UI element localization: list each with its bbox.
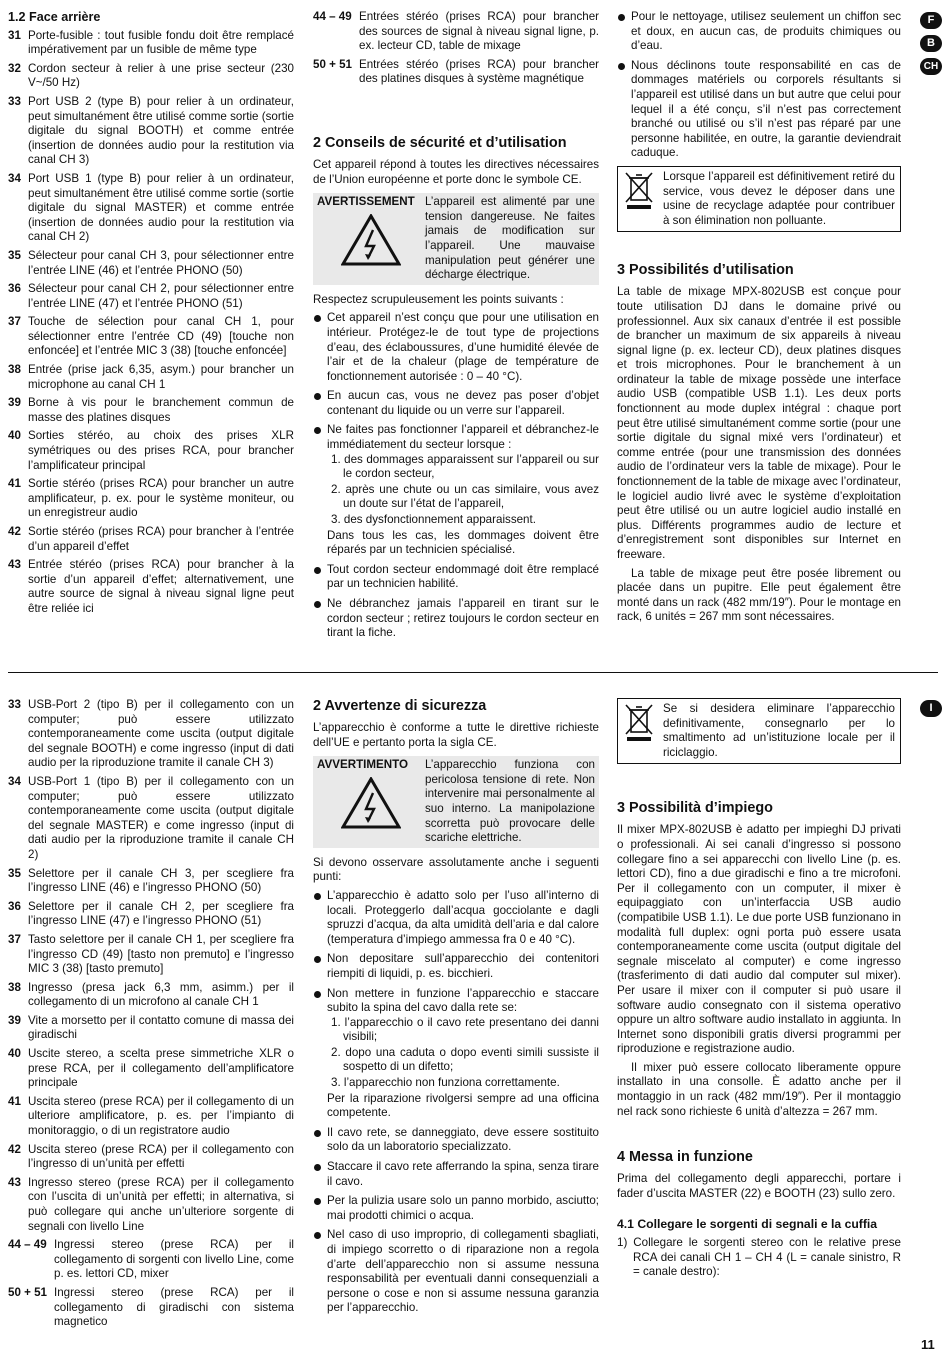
crossed-bin-icon bbox=[623, 170, 655, 210]
it-operation-item: 1) Collegare le sorgenti stereo con le relative prese RCA dei canali CH 1 – CH 4 (L = canale sinistro, R = canale destro): bbox=[617, 1236, 901, 1279]
list-item: Nous déclinons toute responsabilité en cas de dommages matériels ou corporels résultants si l’appareil est utilisé dans un but autre que celui pour lequel il a été conçu, s’il n’est pas correctement branché ou utilisé ou s’il n’est pas réparé par une personne habilitée, en outre, la garantie deviendrait caduque. bbox=[617, 59, 901, 161]
it-operation-heading: 4 Messa in funzione bbox=[617, 1149, 753, 1166]
it-warning-label: AVVERTIMENTO bbox=[317, 758, 409, 772]
item-number: 36 bbox=[8, 899, 21, 913]
item-text: Uscita stereo (prese RCA) per il collegamento di un ulteriore amplificatore, p. es. per l’impianto di monitoraggio, o di un registratore audio bbox=[28, 1094, 294, 1138]
language-badge-f: F bbox=[920, 12, 942, 29]
item-number: 39 bbox=[8, 396, 21, 410]
high-voltage-warning-icon bbox=[341, 777, 401, 829]
it-recycle-text: Se si desidera eliminare l’apparecchio definitivamente, consegnarlo per lo smaltimento ad un’istituzione locale per il riciclaggio. bbox=[663, 702, 895, 759]
list-item: Staccare il cavo rete afferrando la spina, senza tirare il cavo. bbox=[313, 1160, 599, 1189]
item-text: USB-Port 1 (tipo B) per il collegamento con un computer; può essere utilizzato contemporaneamente come uscita (output digitale del segnale MASTER) e come ingresso (input di dati audio per la riproduzione tramite il canale CH 2) bbox=[28, 774, 294, 861]
item-number: 33 bbox=[8, 94, 21, 108]
item-number: 43 bbox=[8, 558, 21, 572]
item-text: Cordon secteur à relier à une prise secteur (230 V~/50 Hz) bbox=[28, 61, 294, 90]
item-number: 39 bbox=[8, 1013, 21, 1027]
list-item: 1. l’apparecchio o il cavo rete presentano dei danni visibili; bbox=[331, 1015, 599, 1044]
it-bullet3-text: Non mettere in funzione l’apparecchio e staccare subito la spina del cavo dalla rete se: bbox=[327, 986, 599, 1015]
item-text: Uscita stereo (prese RCA) per il collegamento con l’ingresso di un’unità per effetti bbox=[28, 1142, 294, 1171]
item-text: Porte-fusible : tout fusible fondu doit être remplacé impérativement par un fusible de même type bbox=[28, 28, 294, 57]
list-item bbox=[8, 396, 294, 425]
list-item bbox=[8, 95, 294, 168]
it-column-1 bbox=[8, 698, 294, 1334]
list-item bbox=[8, 1014, 294, 1043]
item-text: Entrées stéréo (prises RCA) pour brancher des platines disques à système magnétique bbox=[359, 57, 599, 86]
item-number: 34 bbox=[8, 774, 21, 788]
it-warning-text: L’apparecchio funziona con pericolosa tensione di rete. Non intervenire mai personalmente al suo interno. La manipolazione scorretta può provocare delle scariche elettriche. bbox=[425, 758, 595, 845]
item-text: USB-Port 2 (tipo B) per il collegamento con un computer; può essere utilizzato contemporaneamente come uscita (output digitale del segnale BOOTH) e come ingresso (input di dati audio per la riproduzione tramite il canale CH 3) bbox=[28, 698, 294, 770]
language-badge-b: B bbox=[920, 35, 942, 52]
list-item bbox=[313, 10, 599, 54]
list-item: Nel caso di uso improprio, di collegamenti sbagliati, di impiego scorretto o di riparazione non a regola d’arte dell’apparecchio non si assume nessuna responsabilità per eventuali danni consequenziali a persone o cose e non si assume nessuna garanzia per l’apparecchio. bbox=[313, 1228, 599, 1316]
item-text: Entrée (prise jack 6,35, asym.) pour brancher un microphone au canal CH 1 bbox=[28, 363, 294, 391]
item-number: 37 bbox=[8, 932, 21, 946]
fr-column-1 bbox=[8, 10, 294, 621]
item-text: Sorties stéréo, au choix des prises XLR symétriques ou des prises RCA, pour brancher l’amplificateur principal bbox=[28, 429, 294, 472]
list-item bbox=[8, 315, 294, 359]
it-safety-heading: 2 Avvertenze di sicurezza bbox=[313, 698, 487, 714]
item-text: Ingresso stereo (prese RCA) per il collegamento con l’uscita di un’unità per effetti; in alternativa, si può collegare qui anche un’ulteriore sorgente di segnali con livello Line bbox=[28, 1175, 294, 1233]
list-item bbox=[8, 1176, 294, 1234]
fr-warning-label: AVERTISSEMENT bbox=[317, 195, 415, 209]
list-item bbox=[8, 775, 294, 863]
fr-section-face-heading: 1.2 Face arrière bbox=[8, 10, 101, 24]
fr-recycle-box bbox=[617, 166, 901, 232]
fr-column-2 bbox=[313, 10, 599, 646]
it-respect-text: Si devono osservare assolutamente anche i seguenti punti: bbox=[313, 855, 599, 884]
list-item: Ne débranchez jamais l’appareil en tirant sur le cordon secteur ; retirez toujours le cordon secteur en tirant la fiche. bbox=[313, 597, 599, 641]
item-number: 31 bbox=[8, 28, 21, 42]
it-use-paragraph-1: Il mixer MPX-802USB è adatto per impieghi DJ privati o professionali. Ai sei canali d’ingresso si possono collegare fino a sei apparecchi con livello Line (p. es. lettori CD), fino a due giradischi e fino a tre microfoni. Per il collegamento con un computer, il mixer è equipaggiato con un’interfaccia USB audio (compatibile USB 1.1). Le due porte USB funzionano in modalità full duplex: ogni porta può essere usata contemporaneamente come uscita (output digitale del segnale miscelato al computer) e come ingresso (trasferimento di dati audio dal computer sul mixer). Per usare il mixer con il computer si può usare il software audio consegnato con il sistema operativo oppure un altro software audio installato in aggiunta. In Internet sono disponibili gratis diversi programmi per riproduzione e registrazione audio. bbox=[617, 823, 901, 1056]
list-item bbox=[8, 933, 294, 977]
list-item bbox=[8, 282, 294, 311]
item-number: 40 bbox=[8, 1047, 21, 1061]
item-number: 42 bbox=[8, 1142, 21, 1156]
list-item bbox=[8, 477, 294, 521]
item-number: 37 bbox=[8, 315, 21, 329]
page-number: 11 bbox=[921, 1337, 935, 1352]
list-item bbox=[8, 1095, 294, 1139]
list-item: 2. dopo una caduta o dopo eventi simili sussiste il sospetto di un difetto; bbox=[331, 1045, 599, 1074]
item-number: 41 bbox=[8, 477, 21, 491]
item-number: 38 bbox=[8, 363, 21, 377]
list-item: Cet appareil n’est conçu que pour une utilisation en intérieur. Protégez-le de tout type de projections d’eau, des éclaboussures, d’une humidité élevée de l’air et de la chaleur (plage de température de fonctionnement autorisée : 0 – 40 °C). bbox=[313, 311, 599, 384]
item-number: 42 bbox=[8, 525, 21, 538]
fr-use-paragraph-1: La table de mixage MPX-802USB est conçue pour toute utilisation DJ dans le domaine privé ou professionnel. Aux six canaux d’entrée il est possible de brancher un maximum de six appareils à niveau signal ligne (p. ex. lecteur CD), deux platines disques et trois microphones. Pour le branchement à un ordinateur la table de mixage possède une interface audio USB (compatible USB 1.1). Les deux ports fonctionnent au mode duplex intégral : chaque port peut être utilisé simultanément comme sortie (pour une sortie digitale du signal mixé vers l’ordinateur) et comme entrée (pour une transmission des données audio de l’ordinateur vers la table de mixage). Pour le fonctionnement de la table de mixage avec l’ordinateur, le logiciel audio livré avec le système d’exploitation peut être utilisé ou un autre logiciel audio installé en plus. Différents programmes audio de lecture et d’enregistrement sont disponibles sur Internet en freeware. bbox=[617, 285, 901, 561]
list-item bbox=[8, 698, 294, 771]
list-item bbox=[313, 58, 599, 87]
item-text: Ingressi stereo (prese RCA) per il collegamento di sorgenti con livello Line, come p. es. lettori CD, mixer bbox=[54, 1238, 294, 1281]
list-item: Pour le nettoyage, utilisez seulement un chiffon sec et doux, en aucun cas, de produits chimiques ou d’eau. bbox=[617, 10, 901, 54]
it-warning-box bbox=[313, 756, 599, 848]
list-item bbox=[313, 423, 599, 557]
fr-sub-list bbox=[327, 453, 599, 528]
it-operation-paragraph: Prima del collegamento degli apparecchi, portare i fader d’uscita MASTER (22) e BOOTH (23) sullo zero. bbox=[617, 1172, 901, 1200]
fr-use-heading: 3 Possibilités d’utilisation bbox=[617, 262, 794, 279]
item-text: Port USB 2 (type B) pour relier à un ordinateur, peut simultanément être utilisé comme sortie (sortie digitale du signal BOOTH) et comme entrée (insertion de données audio pour la restitution via canal CH 3) bbox=[28, 94, 294, 167]
item-text: Sortie stéréo (prises RCA) pour brancher à l’entrée d’un appareil d’effet bbox=[28, 525, 294, 553]
item-number: 50 + 51 bbox=[8, 1285, 48, 1299]
item-text: Ingressi stereo (prese RCA) per il collegamento di giradischi con sistema magnetico bbox=[54, 1285, 294, 1329]
list-item: 3. l’apparecchio non funziona correttamente. bbox=[331, 1076, 560, 1090]
item-number: 44 – 49 bbox=[8, 1238, 47, 1252]
it-column-2 bbox=[313, 698, 599, 1321]
item-text: Vite a morsetto per il contatto comune di massa dei giradischi bbox=[28, 1013, 294, 1042]
item-text: Uscite stereo, a scelta prese simmetriche XLR o prese RCA, per il collegamento dell’amplificatore principale bbox=[28, 1047, 294, 1090]
item-text: Borne à vis pour le branchement commun de masse des platines disques bbox=[28, 396, 294, 424]
fr-column-3 bbox=[617, 10, 901, 629]
item-text: Selettore per il canale CH 3, per scegliere fra l’ingresso LINE (46) e l’ingresso PHONO (50) bbox=[28, 866, 294, 895]
item-number: 44 – 49 bbox=[313, 10, 352, 23]
it-sub-list bbox=[327, 1016, 599, 1091]
it-use-heading: 3 Possibilità d’impiego bbox=[617, 800, 773, 817]
item-text: Selettore per il canale CH 2, per scegliere fra l’ingresso LINE (47) e l’ingresso PHONO (51) bbox=[28, 899, 294, 928]
high-voltage-warning-icon bbox=[341, 214, 401, 266]
list-item bbox=[8, 363, 294, 392]
fr-safety-list-cont bbox=[617, 10, 901, 161]
list-item bbox=[8, 900, 294, 929]
it-column-3 bbox=[617, 698, 901, 1284]
item-number: 43 bbox=[8, 1175, 21, 1189]
list-item: Per la pulizia usare solo un panno morbido, asciutto; mai prodotti chimici o acqua. bbox=[313, 1194, 599, 1223]
item-text: Entrée stéréo (prises RCA) pour brancher à la sortie d’un appareil d’effet; alternativement, une autre source de signal à niveau signal ligne peut être reliée ici bbox=[28, 558, 294, 615]
item-number: 36 bbox=[8, 282, 21, 296]
list-item: En aucun cas, vous ne devez pas poser d’objet contenant du liquide ou un verre sur l’appareil. bbox=[313, 389, 599, 418]
list-item bbox=[8, 62, 294, 91]
fr-use-paragraph-2: La table de mixage peut être posée librement ou placée dans un pupitre. Elle peut également être monté dans un rack (482 mm/19″). Pour le montage en rack, 6 unités = 267 mm sont nécessaires. bbox=[617, 566, 901, 624]
item-number: 33 bbox=[8, 698, 21, 711]
fr-safety-list bbox=[313, 311, 599, 640]
item-number: 32 bbox=[8, 61, 21, 75]
list-item bbox=[8, 525, 294, 554]
it-safety-intro: L’apparecchio è conforme a tutte le direttive richieste dell’UE e pertanto porta la sigla CE. bbox=[313, 721, 599, 749]
item-text: Sortie stéréo (prises RCA) pour brancher un autre amplificateur, p. ex. pour le système moniteur, ou un enregistreur audio bbox=[28, 477, 294, 520]
item-text: Sélecteur pour canal CH 2, pour sélectionner entre l’entrée LINE (47) et l’entrée PHONO (51) bbox=[28, 282, 294, 310]
item-text: Ingresso (presa jack 6,3 mm, asimm.) per il collegamento di un microfono al canale CH 1 bbox=[28, 980, 294, 1009]
item-text: Entrées stéréo (prises RCA) pour brancher des sources de signal à niveau signal ligne, p. ex. lecteur CD, table de mixage bbox=[359, 10, 599, 53]
list-item: Il cavo rete, se danneggiato, deve essere sostituito solo da un laboratorio specializzato. bbox=[313, 1126, 599, 1155]
it-bullet3-after: Per la riparazione rivolgersi sempre ad una officina competente. bbox=[327, 1091, 599, 1120]
list-item bbox=[8, 1143, 294, 1172]
fr-warning-box bbox=[313, 193, 599, 285]
crossed-bin-icon bbox=[623, 702, 655, 742]
item-text: Sélecteur pour canal CH 3, pour sélectionner entre l’entrée LINE (46) et l’entrée PHONO (50) bbox=[28, 248, 294, 277]
it-safety-list bbox=[313, 889, 599, 1316]
list-item bbox=[8, 981, 294, 1010]
item-number: 38 bbox=[8, 980, 21, 994]
list-item: 3. des dysfonctionnement apparaissent. bbox=[331, 513, 536, 527]
fr-bullet3-after: Dans tous les cas, les dommages doivent être réparés par un technicien spécialisé. bbox=[327, 528, 599, 557]
it-use-paragraph-2: Il mixer può essere collocato liberamente oppure installato in una consolle. È adatto anche per il montaggio in un rack (482 mm/19″). Per il montaggio nel rack sono richieste 6 unità d’altezza = 267 mm. bbox=[617, 1060, 901, 1118]
list-item: Non depositare sull’apparecchio dei contenitori riempiti di liquidi, p. es. bicchieri. bbox=[313, 952, 599, 981]
item-number: 34 bbox=[8, 171, 21, 185]
item-number: 41 bbox=[8, 1094, 21, 1108]
item-number: 35 bbox=[8, 866, 21, 880]
fr-safety-heading: 2 Conseils de sécurité et d’utilisation bbox=[313, 134, 567, 151]
item-text: Touche de sélection pour canal CH 1, pour sélectionner entre l’entrée CD (49) [touche non enfoncée] et l’entrée MIC 3 (38) [touche enfoncée] bbox=[28, 315, 294, 358]
fr-warning-text: L’appareil est alimenté par une tension dangereuse. Ne faites jamais de modification sur l’appareil. Une mauvaise manipulation peut générer une décharge électrique. bbox=[425, 195, 595, 282]
fr-recycle-text: Lorsque l’appareil est définitivement retiré du service, vous devez le déposer dans une usine de recyclage adaptée pour contribuer à son élimination non polluante. bbox=[663, 169, 895, 227]
it-recycle-box bbox=[617, 698, 901, 764]
item-number: 35 bbox=[8, 248, 21, 262]
list-item bbox=[8, 558, 294, 616]
fr-respect-text: Respectez scrupuleusement les points suivants : bbox=[313, 292, 564, 306]
list-item: L’apparecchio è adatto solo per l’uso all’interno di locali. Proteggerlo dall’acqua gocciolante e dagli spruzzi d’acqua, da alta umidità dell’aria e dal calore (temperatura d’impiego ammessa fra 0 e 40 °C). bbox=[313, 889, 599, 947]
fr-bullet3-text: Ne faites pas fonctionner l’appareil et débranchez-le immédiatement du secteur lorsque : bbox=[327, 423, 599, 452]
list-item bbox=[8, 1286, 294, 1330]
language-badge-ch: CH bbox=[920, 58, 942, 75]
list-item: 1. des dommages apparaissent sur l’appareil ou sur le cordon secteur, bbox=[331, 452, 599, 481]
list-item bbox=[8, 249, 294, 278]
list-item bbox=[8, 1047, 294, 1091]
section-divider bbox=[8, 672, 938, 673]
fr-safety-intro: Cet appareil répond à toutes les directives nécessaires de l’Union européenne et porte donc le symbole CE. bbox=[313, 157, 599, 186]
item-number: 50 + 51 bbox=[313, 57, 353, 71]
list-item: 2. après une chute ou un cas similaire, vous avez un doute sur l’état de l’appareil, bbox=[331, 482, 599, 511]
list-item: Tout cordon secteur endommagé doit être remplacé par un technicien habilité. bbox=[313, 563, 599, 592]
item-text: Tasto selettore per il canale CH 1, per scegliere fra l’ingresso CD (49) [tasto non premuto] e l’ingresso MIC 3 (38) [tasto premuto] bbox=[28, 932, 294, 976]
item-number: 40 bbox=[8, 429, 21, 443]
list-item bbox=[8, 172, 294, 245]
item-text: Port USB 1 (type B) pour relier à un ordinateur, peut simultanément être utilisé comme sortie (sortie digitale du signal MASTER) et comme entrée (insertion de données audio pour la restitution via canal CH 2) bbox=[28, 171, 294, 244]
list-item bbox=[313, 987, 599, 1121]
language-badge-i: I bbox=[920, 700, 942, 717]
it-operation-subheading: 4.1 Collegare le sorgenti di segnali e la cuffia bbox=[617, 1217, 878, 1232]
list-item bbox=[8, 867, 294, 896]
list-item bbox=[8, 429, 294, 473]
list-item bbox=[8, 1238, 294, 1282]
list-item bbox=[8, 29, 294, 58]
